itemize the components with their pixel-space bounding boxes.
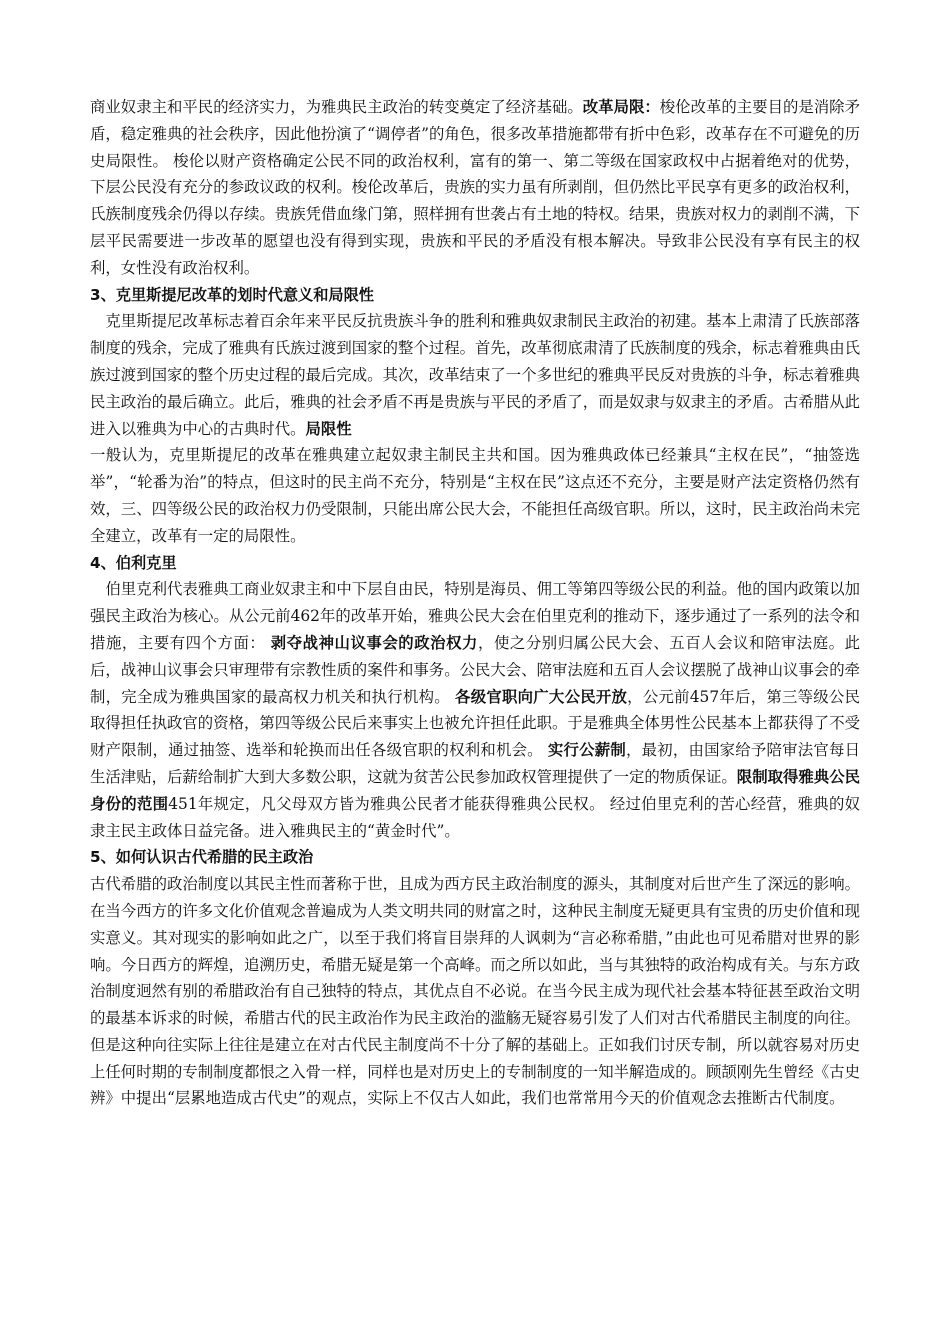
document-page <box>90 94 860 1112</box>
paragraph-cleisthenes-limits: 一般认为，克里斯提尼的改革在雅典建立起奴隶主制民主共和国。因为雅典政体已经兼具“主权在民”，“抽签选举”，“轮番为治”的特点，但这时的民主尚不充分，特别是“主权在民”这点还不充分，主要是财产法定资格仍然有效，三、四等级公民的政治权力仍受限制，只能出席公民大会，不能担任高级官职。所以，这时，民主政治尚未完全建立，改革有一定的局限性。 <box>90 446 860 545</box>
bold-term-offices-open: 各级官职向广大公民开放 <box>455 687 628 706</box>
bold-term-areopagus: 剥夺战神山议事会的政治权力 <box>270 633 478 652</box>
text-span: ，最初，由国家给予陪审法官每日生活津贴，后薪给制扩大到大多数公职，这就为贫苦公民参加政权管理提供了一定的物质保证。 <box>90 741 860 786</box>
paragraph-pericles <box>90 576 860 844</box>
text-span: 梭伦改革的主要目的是消除矛盾，稳定雅典的社会秩序，因此他扮演了“调停者”的角色，很多改革措施都带有折中色彩，改革存在不可避免的历史局限性。 梭伦以财产资格确定公民不同的政治权利，富有的第一、第二等级在国家政权中占据着绝对的优势，下层公民没有充分的参政议政的权利。梭伦改革后，贵族的实力虽有所剥削，但仍然比平民享有更多的政治权利，氏族制度残余仍得以存续。贵族凭借血缘门第，照样拥有世袭占有土地的特权。结果，贵族对权力的剥削不满，下层平民需要进一步改革的愿望也没有得到实现，贵族和平民的矛盾没有根本解决。导致非公民没有享有民主的权利，女性没有政治权利。 <box>90 98 860 277</box>
text-span: 451年规定，凡父母双方皆为雅典公民者才能获得雅典公民权。 经过伯里克利的苦心经营，雅典的奴隶主民主政体日益完备。进入雅典民主的“黄金时代”。 <box>90 794 860 840</box>
section-heading-4: 4、伯利克里 <box>90 553 177 572</box>
paragraph-cleisthenes <box>90 308 860 442</box>
bold-term-citizenship-limit: 限制取得雅典公民身份的范围 <box>90 767 860 813</box>
section-heading-5: 5、如何认识古代希腊的民主政治 <box>90 848 314 867</box>
paragraph-greek-democracy: 古代希腊的政治制度以其民主性而著称于世，且成为西方民主政治制度的源头，其制度对后世产生了深远的影响。在当今西方的许多文化价值观念普遍成为人类文明共同的财富之时，这种民主制度无疑更具有宝贵的历史价值和现实意义。其对现实的影响如此之广，以至于我们将盲目崇拜的人讽刺为“言必称希腊，”由此也可见希腊对世界的影响。今日西方的辉煌，追溯历史，希腊无疑是第一个高峰。而之所以如此，当与其独特的政治构成有关。与东方政治制度迥然有别的希腊政治有自己独特的特点，其优点自不必说。在当今民主成为现代社会基本特征甚至政治文明的最基本诉求的时候，希腊古代的民主政治作为民主政治的滥觞无疑容易引发了人们对古代希腊民主制度的向往。但是这种向往实际上往往是建立在对古代民主制度尚不十分了解的基础上。正如我们讨厌专制，所以就容易对历史上任何时期的专制制度都恨之入骨一样，同样也是对历史上的专制制度的一知半解造成的。顾颉刚先生曾经《古史辨》中提出“层累地造成古代史”的观点，实际上不仅古人如此，我们也常常用今天的价值观念去推断古代制度。 <box>90 875 860 1108</box>
bold-term-public-salary: 实行公薪制 <box>547 741 626 760</box>
text-span: ，使之分别归属公民大会、五百人会议和陪审法庭。此后，战神山议事会只审理带有宗教性质的案件和事务。公民大会、陪审法庭和五百人会议摆脱了战神山议事会的牵制，完全成为雅典国家的最高权力机关和执行机构。 <box>90 633 860 706</box>
text-span: 克里斯提尼改革标志着百余年来平民反抗贵族斗争的胜利和雅典奴隶制民主政治的初建。基本上肃清了氏族部落制度的残余，完成了雅典有氏族过渡到国家的整个过程。首先，改革彻底肃清了氏族制度的残余，标志着雅典由氏族过渡到国家的整个历史过程的最后完成。其次，改革结束了一个多世纪的雅典平民反对贵族的斗争，标志着雅典民主政治的最后确立。此后，雅典的社会矛盾不再是贵族与平民的矛盾了，而是奴隶与奴隶主的矛盾。古希腊从此进入以雅典为中心的古典时代。 <box>90 312 860 438</box>
bold-term-reform-limits: 改革局限： <box>582 98 660 116</box>
text-span: ，公元前457年后，第三等级公民取得担任执政官的资格，第四等级公民后来事实上也被允许担任此职。于是雅典全体男性公民基本上都获得了不受财产限制，通过抽签、选举和轮换而出任各级官职的权利和机会。 <box>90 687 860 760</box>
paragraph-solon-limits <box>90 94 860 282</box>
section-heading-3: 3、克里斯提尼改革的划时代意义和局限性 <box>90 285 374 304</box>
text-span: 伯里克利代表雅典工商业奴隶主和中下层自由民，特别是海员、佣工等第四等级公民的利益。他的国内政策以加强民主政治为核心。从公元前462年的改革开始，雅典公民大会在伯里克利的推动下，逐步通过了一系列的法令和措施，主要有四个方面： <box>90 580 860 652</box>
bold-term-limitations: 局限性 <box>305 419 352 438</box>
text-span: 商业奴隶主和平民的经济实力，为雅典民主政治的转变奠定了经济基础。 <box>90 98 583 116</box>
